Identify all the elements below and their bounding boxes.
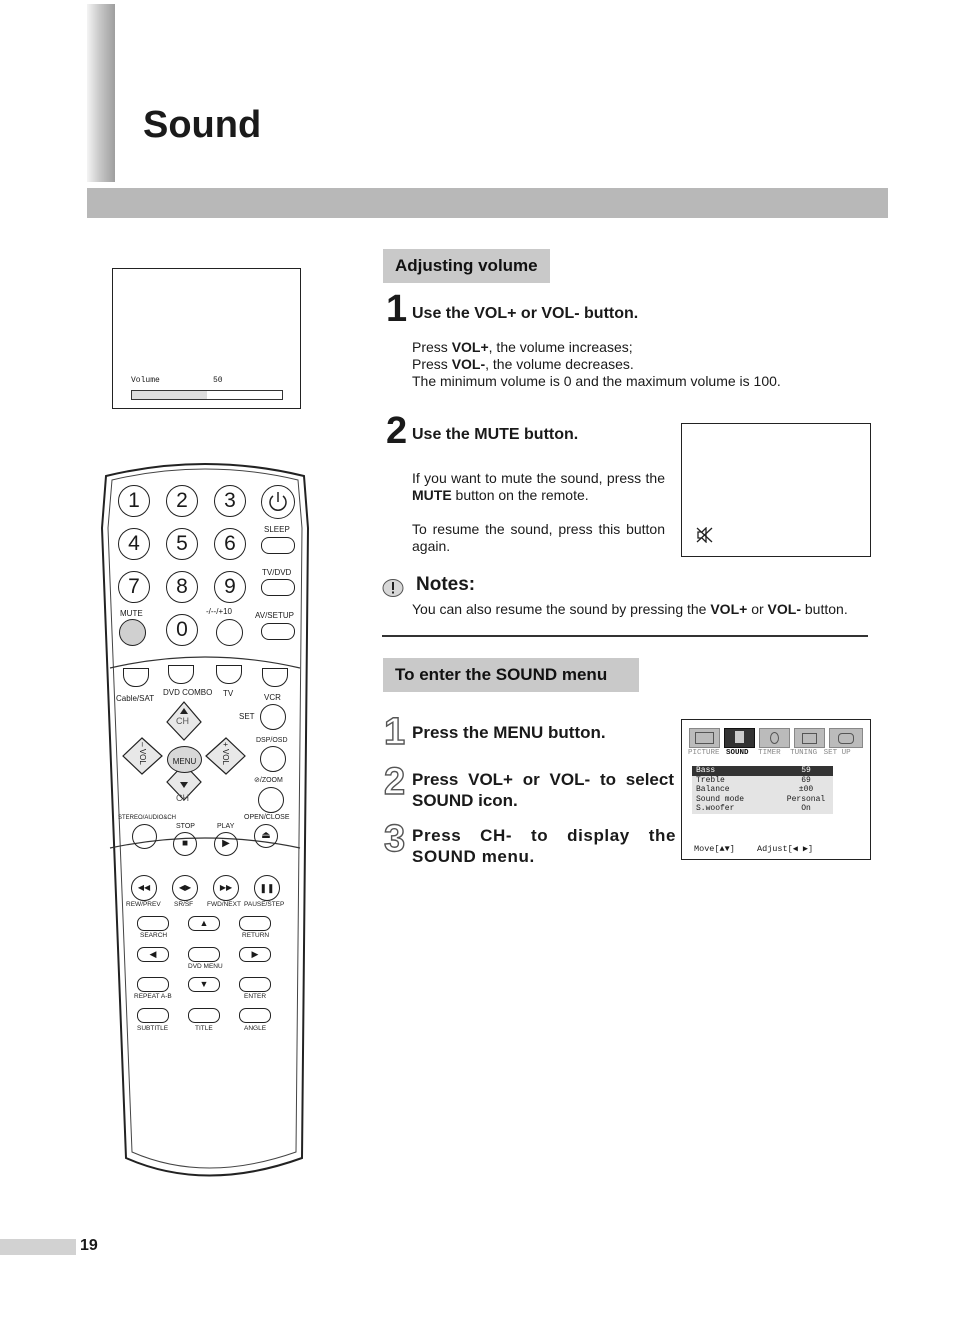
left-button[interactable]: [137, 947, 169, 962]
srsf-button[interactable]: [172, 875, 198, 901]
pausestep-button[interactable]: [254, 875, 280, 901]
notes-text: You can also resume the sound by pressing the VOL+ or VOL- button.: [412, 601, 848, 617]
page-number-bar: [0, 1239, 76, 1255]
dvdmenu-oval[interactable]: [188, 947, 220, 962]
stop-icon: ■: [181, 838, 189, 849]
set-label: SET: [239, 712, 255, 721]
slow-icon: ◀▶: [178, 883, 192, 892]
enter-label: ENTER: [244, 993, 267, 1000]
page-title: Sound: [143, 104, 262, 146]
setting-value: Personal: [786, 794, 826, 804]
cablesat-label: Cable/SAT: [116, 694, 155, 703]
menu-label: MENU: [172, 757, 197, 766]
step-number: 2: [384, 761, 406, 803]
header-band: [87, 188, 888, 218]
tens-label: -/--/+10: [206, 607, 233, 616]
play-button[interactable]: [214, 832, 238, 856]
volume-bar-fill: [132, 391, 207, 399]
dsposd-button[interactable]: [260, 746, 286, 772]
tvdvd-label: TV/DVD: [262, 568, 292, 577]
digit-label: 1: [128, 489, 140, 512]
repeat-label: REPEAT A-B: [134, 993, 172, 1000]
play-icon: ▶: [222, 838, 230, 849]
step-text: Press the MENU button.: [412, 723, 606, 742]
stereo-button[interactable]: [132, 824, 157, 849]
digit-button-9[interactable]: [214, 571, 246, 603]
subtitle-oval[interactable]: [137, 1008, 169, 1023]
setting-label: Balance: [696, 785, 730, 795]
header-accent-bar: [87, 4, 115, 182]
openclose-button[interactable]: [254, 824, 278, 848]
settings-row: [692, 785, 833, 795]
digit-label: 2: [176, 489, 188, 512]
arrow-left-icon: ◀: [149, 949, 157, 959]
volume-bar: [131, 390, 283, 400]
setting-label: S.woofer: [696, 804, 735, 814]
volume-label: Volume: [131, 376, 160, 385]
setting-value: 59: [801, 766, 811, 775]
digit-button-1[interactable]: [118, 485, 150, 517]
setting-label: Bass: [696, 766, 716, 775]
rewprev-button[interactable]: [131, 875, 157, 901]
title-oval[interactable]: [188, 1008, 220, 1023]
mute-button[interactable]: [119, 619, 146, 646]
dvdmenu-label: DVD MENU: [188, 963, 223, 970]
mute-osd-screen: [681, 423, 871, 557]
digit-button-5[interactable]: [166, 528, 198, 560]
digit-button-8[interactable]: [166, 571, 198, 603]
digit-button-2[interactable]: [166, 485, 198, 517]
tvdvd-button[interactable]: [261, 579, 295, 596]
digit-label: 7: [128, 575, 140, 598]
right-button[interactable]: [239, 947, 271, 962]
setting-value: On: [801, 804, 811, 814]
arrow-down-icon: ▼: [199, 979, 209, 989]
menu-icon-sound: [724, 728, 755, 748]
stop-label: STOP: [176, 823, 195, 830]
digit-button-3[interactable]: [214, 485, 246, 517]
dvdcombo-label: DVD COMBO: [163, 688, 213, 697]
return-label: RETURN: [242, 932, 270, 939]
menu-icon-tuning: [794, 728, 825, 748]
vcr-label: VCR: [264, 693, 281, 702]
search-oval[interactable]: [137, 916, 169, 931]
rewprev-label: REW/PREV: [126, 901, 161, 908]
down-button[interactable]: [188, 977, 220, 992]
mute-label: MUTE: [120, 609, 143, 618]
step-text: Press VOL+ or VOL- to select SOUND icon.: [412, 770, 674, 810]
setting-value: 69: [801, 775, 811, 785]
ch-up-button[interactable]: [170, 704, 192, 726]
zoom-button[interactable]: [258, 787, 284, 813]
tens-button[interactable]: [216, 619, 243, 646]
play-label: PLAY: [217, 823, 235, 830]
ch-up-label: CH: [176, 716, 189, 726]
power-icon: [262, 486, 294, 518]
up-button[interactable]: [188, 916, 220, 931]
set-button[interactable]: [260, 704, 286, 730]
settings-row: [692, 776, 833, 786]
arrow-up-icon: ▲: [199, 918, 209, 928]
pausestep-label: PAUSE/STEP: [244, 901, 285, 908]
sleep-label: SLEEP: [264, 525, 290, 534]
menu-button[interactable]: [167, 746, 202, 773]
setting-label: Sound mode: [696, 794, 745, 804]
step-number: 1: [384, 711, 406, 753]
return-oval[interactable]: [239, 916, 271, 931]
sound-settings-table: [692, 766, 833, 814]
digit-label: 0: [176, 618, 188, 641]
menu-icon-picture: [689, 728, 720, 748]
step-body: If you want to mute the sound, press the MUTE button on the remote. To resume the sound, press this button again.: [412, 470, 665, 554]
pause-icon: ❚❚: [259, 883, 275, 893]
subtitle-label: SUBTITLE: [137, 1025, 169, 1032]
settings-row: [692, 795, 833, 805]
digit-label: 9: [224, 575, 236, 598]
setting-label: Treble: [696, 775, 725, 785]
fwdnext-button[interactable]: [213, 875, 239, 901]
ch-down-label: CH: [176, 793, 189, 803]
step-heading: Use the MUTE button.: [412, 426, 579, 443]
volume-osd-screen: [112, 268, 301, 409]
forward-icon: ▶▶: [219, 883, 233, 892]
dsposd-label: DSP/OSD: [256, 737, 288, 744]
ch-down-button[interactable]: [170, 788, 192, 810]
fwdnext-label: FWD/NEXT: [207, 901, 241, 908]
step-number: 2: [386, 410, 408, 452]
section-tab-sound-menu: To enter the SOUND menu: [383, 658, 639, 692]
sound-menu-osd-screen: [681, 719, 871, 860]
digit-button-0[interactable]: [166, 614, 198, 646]
remote-control: [96, 458, 314, 1183]
digit-button-6[interactable]: [214, 528, 246, 560]
menu-tab-labels: PICTURE SOUND TIMER TUNING SET UP: [688, 749, 851, 757]
vol-plus-button[interactable]: [208, 740, 244, 776]
digit-button-7[interactable]: [118, 571, 150, 603]
tv-label: TV: [223, 689, 234, 698]
step-number: 1: [386, 288, 408, 330]
search-label: SEARCH: [140, 932, 168, 939]
rewind-icon: ◀◀: [137, 883, 151, 892]
srsf-label: SR/SF: [174, 901, 194, 908]
digit-label: 6: [224, 532, 236, 555]
step-body: Press VOL+, the volume increases; Press VOL-, the volume decreases. The minimum volume is 0 and the maximum volume is 100.: [412, 339, 781, 389]
section-tab-adjusting-volume: Adjusting volume: [383, 249, 550, 283]
enter-oval[interactable]: [239, 977, 271, 992]
digit-button-4[interactable]: [118, 528, 150, 560]
page-number: 19: [80, 1237, 98, 1254]
arrow-right-icon: ▶: [251, 949, 259, 959]
title-label: TITLE: [195, 1025, 213, 1032]
zoom-label: ⊘/ZOOM: [254, 777, 283, 784]
vol-plus-label: + VOL: [220, 742, 230, 765]
settings-row: [692, 804, 833, 814]
repeat-oval[interactable]: [137, 977, 169, 992]
menu-icon-timer: [759, 728, 790, 748]
power-button[interactable]: [261, 485, 295, 519]
digit-label: 4: [128, 532, 140, 555]
digit-label: 5: [176, 532, 188, 555]
section-divider: [382, 635, 868, 637]
angle-label: ANGLE: [244, 1025, 267, 1032]
angle-oval[interactable]: [239, 1008, 271, 1023]
settings-row: [692, 766, 833, 776]
menu-footer-adjust: Adjust[◀ ▶]: [757, 844, 814, 854]
mute-speaker-icon: [696, 527, 714, 543]
notes-heading: Notes:: [416, 574, 476, 595]
vol-minus-label: – VOL: [137, 742, 147, 765]
digit-label: 8: [176, 575, 188, 598]
vol-minus-button[interactable]: [126, 740, 162, 776]
digit-label: 3: [224, 489, 236, 512]
volume-value: 50: [213, 376, 223, 385]
stereo-label: STEREO/AUDIO&CH: [118, 815, 177, 821]
openclose-label: OPEN/CLOSE: [244, 814, 290, 821]
setting-value: ±00: [798, 785, 814, 795]
menu-footer-move: Move[▲▼]: [694, 844, 735, 854]
avsetup-button[interactable]: [261, 623, 295, 640]
step-number: 3: [384, 818, 406, 860]
notes-icon: [382, 578, 404, 598]
sleep-button[interactable]: [261, 537, 295, 554]
zoom-icon: ⊘: [254, 777, 260, 784]
menu-icon-setup: [829, 728, 863, 748]
step-text: Press CH- to display the SOUND menu.: [412, 826, 676, 866]
step-heading: Use the VOL+ or VOL- button.: [412, 305, 639, 322]
avsetup-label: AV/SETUP: [255, 611, 294, 620]
eject-icon: ⏏: [261, 830, 271, 841]
stop-button[interactable]: [173, 832, 197, 856]
